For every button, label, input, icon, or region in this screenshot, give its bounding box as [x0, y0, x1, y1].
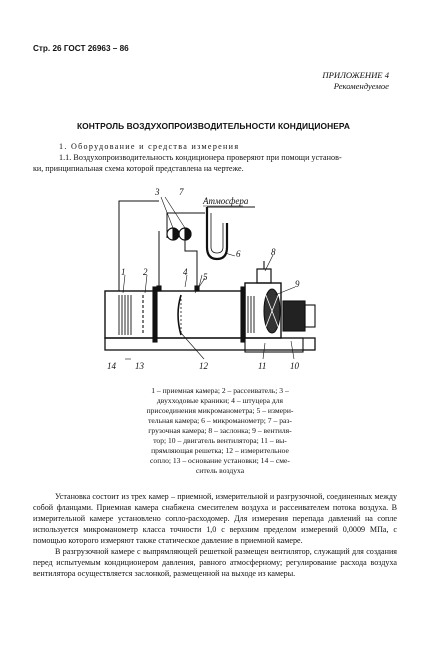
caption-line: тельная камера; 6 – микроманометр; 7 – раз-	[148, 416, 292, 425]
label-12: 12	[199, 361, 208, 371]
atmosphere-label: Атмосфера	[203, 196, 249, 206]
fan	[264, 289, 280, 333]
label-4: 4	[183, 267, 188, 277]
damper	[257, 269, 271, 283]
label-9: 9	[295, 279, 300, 289]
sub-heading: 1. Оборудование и средства измерения	[59, 142, 240, 151]
callout-lines	[123, 197, 295, 359]
label-3: 3	[155, 187, 160, 197]
flange-1	[153, 287, 157, 342]
micromanometer	[207, 207, 227, 259]
receiving-chamber	[105, 291, 155, 338]
fan-motor	[283, 301, 315, 331]
straightening-grid	[245, 296, 254, 333]
rig-base	[105, 338, 315, 350]
paragraph-discharge-chamber: В разгрузочной камере с выпрямляющей решеткой размещен вентилятор, служащий для создания перед испытуемым кондиционером давления, равного атмосферному; регулирование расхода воздуха вентилятора осуществляется заслонкой, размещенной на выходе из камеры.	[33, 547, 397, 578]
label-14: 14	[107, 361, 116, 371]
figure-caption	[108, 386, 332, 476]
label-7: 7	[179, 187, 184, 197]
test-rig-diagram	[95, 183, 335, 378]
label-5: 5	[203, 272, 208, 282]
label-10: 10	[290, 361, 299, 371]
measuring-chamber	[155, 291, 243, 338]
label-6: 6	[236, 249, 241, 259]
caption-line: ситель воздуха	[195, 466, 245, 475]
appendix-label	[322, 70, 389, 92]
label-2: 2	[143, 267, 148, 277]
caption-line: сопло; 13 – основание установки; 14 – сме-	[150, 456, 290, 465]
air-mixer	[119, 295, 131, 335]
caption-line: двухходовые краники; 4 – штуцера для	[156, 396, 284, 405]
section-title: КОНТРОЛЬ ВОЗДУХОПРОИЗВОДИТЕЛЬНОСТИ КОНДИЦИОНЕРА	[76, 121, 351, 131]
label-8: 8	[271, 247, 276, 257]
appendix-title: ПРИЛОЖЕНИЕ 4	[322, 70, 389, 80]
caption-line: прямляющая решетка; 12 – измерительное	[151, 446, 289, 455]
caption-line: грузочная камера; 8 – заслонка; 9 – вентиля-	[148, 426, 292, 435]
caption-line: присоединения микроманометра; 5 – измери-	[146, 406, 294, 415]
paragraph-1-1-line2: ки, принципиальная схема которой представлена на чертеже.	[33, 164, 244, 173]
caption-line: тор; 10 – двигатель вентилятора; 11 – вы-	[153, 436, 287, 445]
label-11: 11	[258, 361, 267, 371]
page-header: Стр. 26 ГОСТ 26963 – 86	[33, 44, 129, 53]
body-text	[33, 491, 397, 579]
label-1: 1	[121, 267, 126, 277]
measuring-nozzle	[178, 295, 181, 335]
paragraph-installation: Установка состоит из трех камер – приемной, измерительной и разгрузочной, соединенных между собой фланцами. Приемная камера снабжена смесителем воздуха и рассеивателем потока воздуха. В измерительной камере установлено сопло-расходомер. Для измерения перепада давлений на сопле используется микроманометр класса точности 1,0 с верхним пределом измерений 0,0009 МПа, с помощью которого измеряют также статическое давление в приемной камере.	[33, 492, 397, 545]
label-13: 13	[135, 361, 144, 371]
caption-line: 1 – приемная камера; 2 – рассеиватель; 3 –	[151, 386, 289, 395]
paragraph-1-1-line1: 1.1. Воздухопроизводительность кондиционера проверяют при помощи установ-	[59, 153, 342, 162]
appendix-subtitle: Рекомендуемое	[333, 81, 389, 91]
